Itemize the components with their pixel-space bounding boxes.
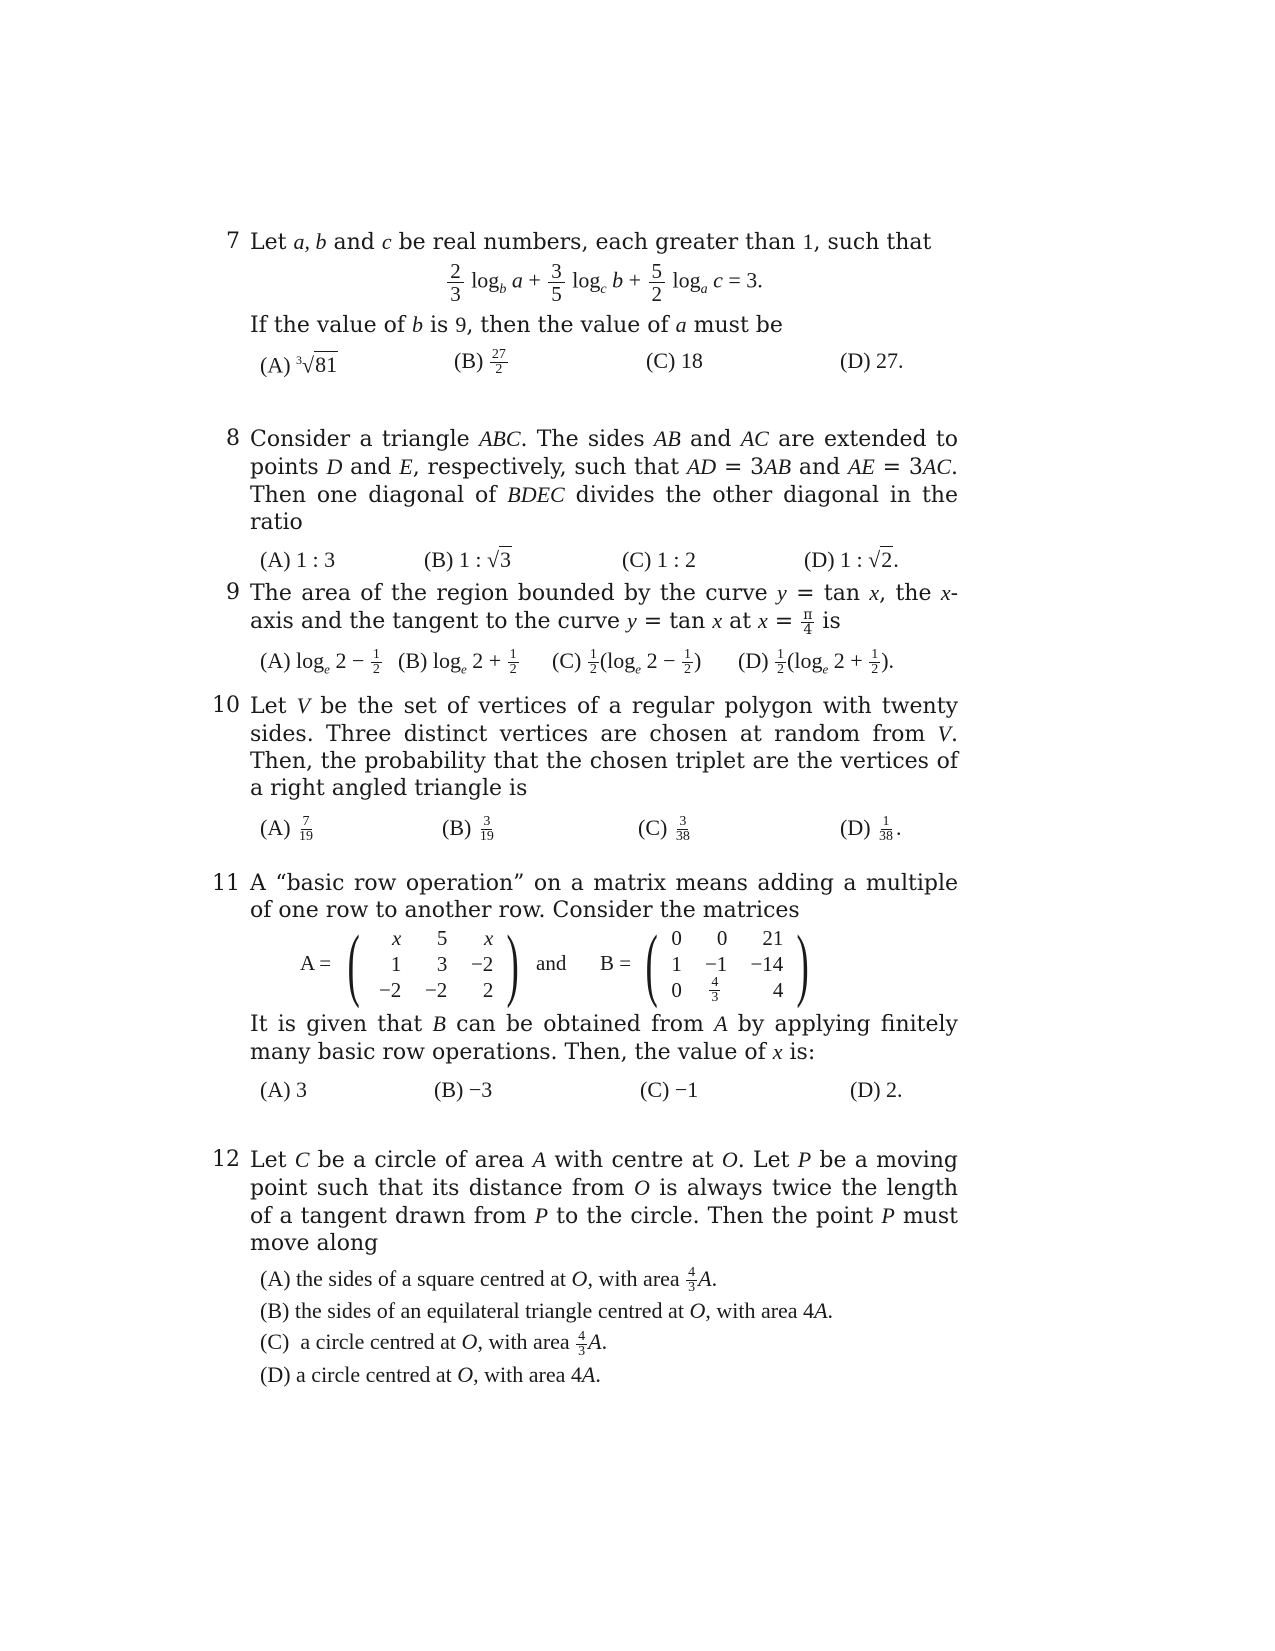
matrix-a-label: A = xyxy=(300,951,332,975)
matrix-cell: −2 xyxy=(378,977,402,1002)
matrix-cell: −1 xyxy=(704,951,728,976)
option-a[interactable]: (A) $\log_e 2$ − $\frac{1}{2}$ xyxy=(260,646,380,677)
question-number: 12 xyxy=(212,1147,240,1172)
question-10 xyxy=(212,692,958,848)
option-b[interactable]: (B) the sides of an equilateral triangle centred at O, with area 4A. xyxy=(260,1298,834,1324)
question-text: Let C be a circle of area A with centre at O. Let P be a moving point such that its distance from O is always twice the length of a tangent drawn from P to the circle. Then the point P must move along xyxy=(250,1147,958,1256)
matrix-b: ( 0 0 21 1 −1 −14 0 $\frac{4}{3}$ 4 ) xyxy=(645,918,810,1009)
question-number: 9 xyxy=(226,580,240,605)
question-12 xyxy=(212,1146,958,1390)
option-d[interactable]: (D) 2. xyxy=(850,1077,903,1102)
question-text: A “basic row operation” on a matrix means adding a multiple of one row to another row. Consider the matrices xyxy=(250,871,958,923)
options xyxy=(260,1263,958,1390)
question-8 xyxy=(218,425,958,580)
option-b[interactable]: (B) $\log_e 2$ + $\frac{1}{2}$ xyxy=(398,646,517,677)
matrix-a: ( x 5 x 1 3 −2 −2 −2 2 ) xyxy=(347,918,520,1009)
options xyxy=(260,347,958,381)
question-11 xyxy=(212,870,958,1110)
option-b[interactable]: (B) 1 : √3 xyxy=(424,547,512,572)
matrix-cell: 0 xyxy=(671,977,682,1002)
question-9 xyxy=(218,579,958,681)
matrix-cell: x xyxy=(483,925,494,950)
question-followup: If the value of b is 9, then the value of a must be xyxy=(250,312,783,338)
option-c[interactable]: (C) a circle centred at O, with area $\frac{4}{3}$ A. xyxy=(260,1328,608,1359)
matrix-cell: −2 xyxy=(424,977,448,1002)
option-c[interactable]: (C) −1 xyxy=(640,1077,699,1102)
question-text: Consider a triangle ABC. The sides AB and AC are extended to points D and E, respectively, such that AD = 3AB and AE = 3AC. Then one diagonal of BDEC divides the other diagonal in the ratio xyxy=(250,426,958,535)
option-c[interactable]: (C) $\frac{1}{2}$ ($\log_e$ 2 − $\frac{1}{2}$ ) xyxy=(552,646,702,677)
option-c[interactable]: (C) $\frac{3}{38}$ xyxy=(638,814,690,845)
matrix-cell: 21 xyxy=(762,925,784,950)
question-followup: It is given that B can be obtained from A by applying finitely many basic row operations. Then, the value of x is: xyxy=(250,1011,958,1065)
option-b[interactable]: (B) −3 xyxy=(434,1077,493,1102)
option-a[interactable]: (A) the sides of a square centred at O, with area $\frac{4}{3}$ A. xyxy=(260,1265,718,1296)
question-number: 10 xyxy=(212,693,240,718)
option-b[interactable]: (B) $\frac{3}{19}$ xyxy=(442,814,494,845)
question-7 xyxy=(218,228,958,381)
option-d[interactable]: (D) 27. xyxy=(840,348,904,373)
option-a[interactable]: (A) $^3$√81 xyxy=(260,352,338,378)
question-number: 11 xyxy=(212,871,240,896)
matrix-cell: 3 xyxy=(436,951,448,976)
option-c[interactable]: (C) 1 : 2 xyxy=(622,547,696,572)
question-number: 7 xyxy=(226,229,240,254)
question-text: Let V be the set of vertices of a regular polygon with twenty sides. Three distinct vertices are chosen at random from V. Then, the probability that the chosen triplet are the vertices of a right angled triangle is xyxy=(250,693,958,801)
option-d[interactable]: (D) 1 : √2. xyxy=(804,547,899,572)
option-d[interactable]: (D) $\frac{1}{38}$ . xyxy=(840,814,902,845)
option-b[interactable]: (B) $\frac{27}{2}$ xyxy=(454,347,506,378)
options xyxy=(260,1076,958,1110)
matrix-cell: −2 xyxy=(470,951,494,976)
option-d[interactable]: (D) a circle centred at O, with area 4A. xyxy=(260,1361,601,1387)
matrix-cell: $\frac{4}{3}$ xyxy=(711,974,719,1005)
matrix-b-label: B = xyxy=(600,951,632,975)
option-a[interactable]: (A) 1 : 3 xyxy=(260,547,336,572)
matrix-cell: 0 xyxy=(671,925,682,950)
options xyxy=(260,814,958,848)
matrix-cell: 4 xyxy=(772,977,784,1002)
matrix-cell: 5 xyxy=(436,925,448,950)
option-a[interactable]: (A) 3 xyxy=(260,1077,308,1102)
and-label: and xyxy=(536,951,567,975)
question-text: The area of the region bounded by the curve y = tan x, the x-axis and the tangent to the curve y = tan x at x = $\frac{\pi}{4}$ is xyxy=(250,580,959,638)
question-number: 8 xyxy=(226,426,240,451)
matrix-cell: −14 xyxy=(750,951,784,976)
option-a[interactable]: (A) $\frac{7}{19}$ xyxy=(260,814,314,845)
option-c[interactable]: (C) 18 xyxy=(646,348,703,373)
question-text: Let a, b and c be real numbers, each greater than 1, such that xyxy=(250,229,932,255)
matrices xyxy=(218,918,958,1010)
options xyxy=(260,546,958,580)
option-d[interactable]: (D) $\frac{1}{2}$ ($\log_e$ 2 + $\frac{1}{2}$ ). xyxy=(738,646,895,677)
matrix-cell: 2 xyxy=(482,977,494,1002)
matrix-cell: 1 xyxy=(390,951,402,976)
matrix-cell: 1 xyxy=(671,951,682,976)
equation: $\frac{2}{3}$ $\log_b a$ + $\frac{3}{5}$ $\log_c b$ + $\frac{5}{2}$ $\log_a c = 3$. xyxy=(250,260,958,305)
options xyxy=(260,647,958,681)
matrix-cell: 0 xyxy=(716,925,728,950)
matrix-cell: x xyxy=(391,925,402,950)
